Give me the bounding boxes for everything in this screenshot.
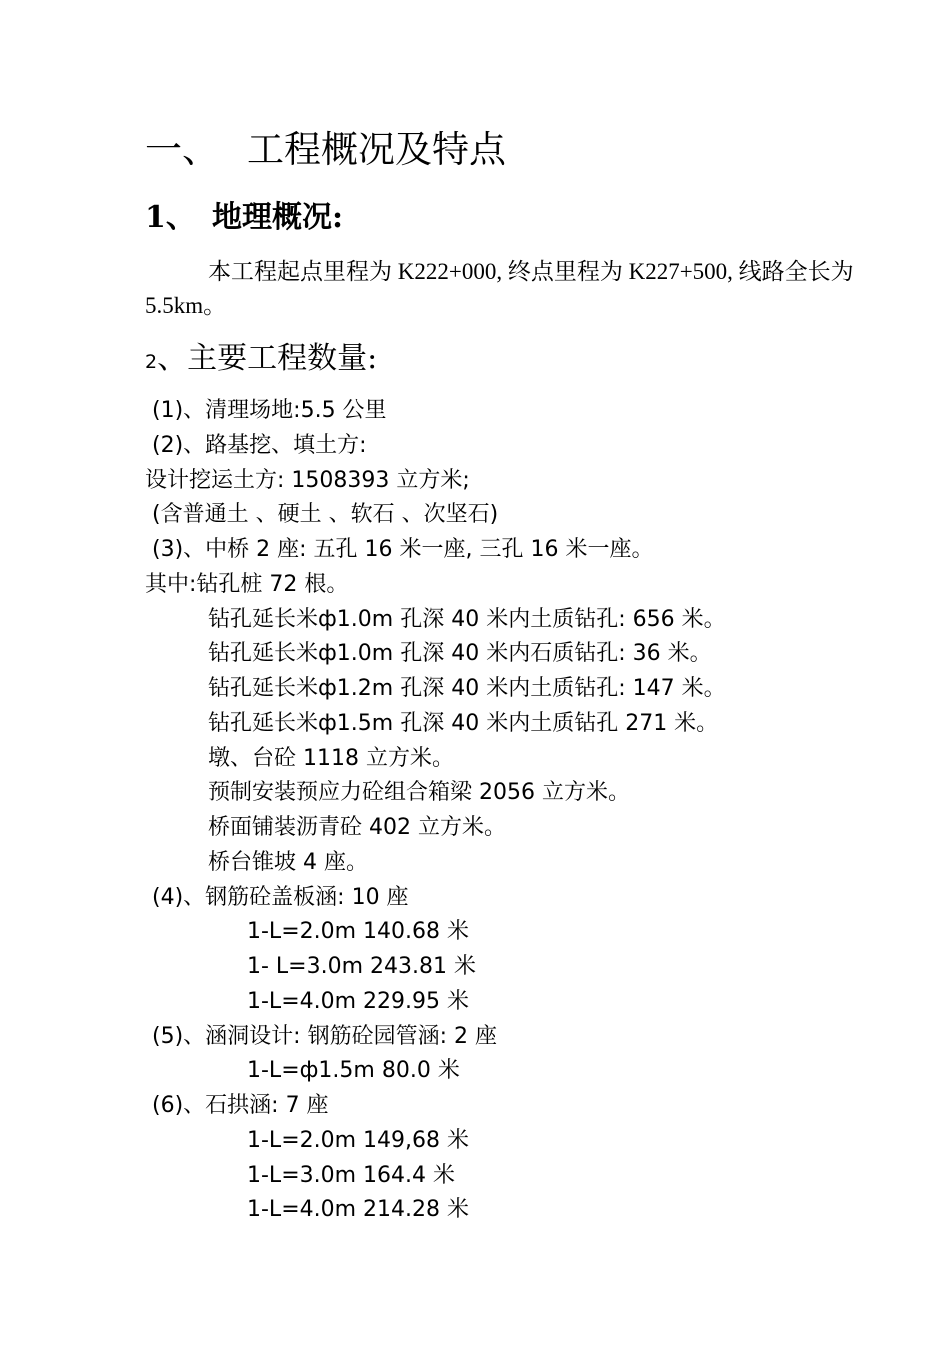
- list-item: 预制安装预应力砼组合箱梁 2056 立方米。: [208, 780, 630, 805]
- list-item: 钻孔延长米ф1.0m 孔深 40 米内土质钻孔: 656 米。: [208, 607, 726, 632]
- list-item: 设计挖运土方: 1508393 立方米;: [145, 468, 470, 493]
- list-item: (5)、涵洞设计: 钢筋砼园管涵: 2 座: [152, 1024, 497, 1049]
- list-item: (2)、路基挖、填土方:: [152, 433, 367, 458]
- list-item: (1)、清理场地:5.5 公里: [152, 398, 387, 423]
- list-item: 1-L=ф1.5m 80.0 米: [247, 1058, 460, 1083]
- list-item: 墩、台砼 1118 立方米。: [208, 746, 454, 771]
- list-item: 1-L=2.0m 140.68 米: [247, 919, 470, 944]
- list-item: 1-L=2.0m 149,68 米: [247, 1128, 470, 1153]
- subsection-title: 地理概况:: [212, 200, 344, 235]
- list-item: 桥面铺装沥青砼 402 立方米。: [208, 815, 506, 840]
- list-item: 钻孔延长米ф1.0m 孔深 40 米内石质钻孔: 36 米。: [208, 641, 712, 666]
- section-heading: [145, 126, 506, 174]
- list-item: 钻孔延长米ф1.2m 孔深 40 米内土质钻孔: 147 米。: [208, 676, 726, 701]
- subsection-heading-quantities: [145, 338, 377, 383]
- list-item: (4)、钢筋砼盖板涵: 10 座: [152, 885, 409, 910]
- subsection-number: 2: [145, 351, 158, 373]
- list-item: (6)、石拱涵: 7 座: [152, 1093, 329, 1118]
- subsection-title: 、主要工程数量:: [157, 341, 378, 376]
- list-item: 钻孔延长米ф1.5m 孔深 40 米内土质钻孔 271 米。: [208, 711, 719, 736]
- list-item: 其中:钻孔桩 72 根。: [145, 572, 349, 597]
- list-item: 1-L=4.0m 214.28 米: [247, 1197, 470, 1222]
- list-item: (3)、中桥 2 座: 五孔 16 米一座, 三孔 16 米一座。: [152, 537, 654, 562]
- list-item: 1- L=3.0m 243.81 米: [247, 954, 477, 979]
- list-item: 桥台锥坡 4 座。: [208, 850, 368, 875]
- subsection-heading-geography: [145, 197, 343, 239]
- section-number: 一、: [145, 128, 219, 171]
- list-item: 1-L=3.0m 164.4 米: [247, 1163, 456, 1188]
- list-item: 1-L=4.0m 229.95 米: [247, 989, 470, 1014]
- section-title: 工程概况及特点: [247, 128, 506, 171]
- geography-paragraph: 本工程起点里程为 K222+000, 终点里程为 K227+500, 线路全长为 5.5km。: [145, 259, 854, 318]
- list-item: (含普通土 、硬土 、软石 、次坚石): [152, 502, 499, 527]
- subsection-number: 1、: [145, 200, 196, 235]
